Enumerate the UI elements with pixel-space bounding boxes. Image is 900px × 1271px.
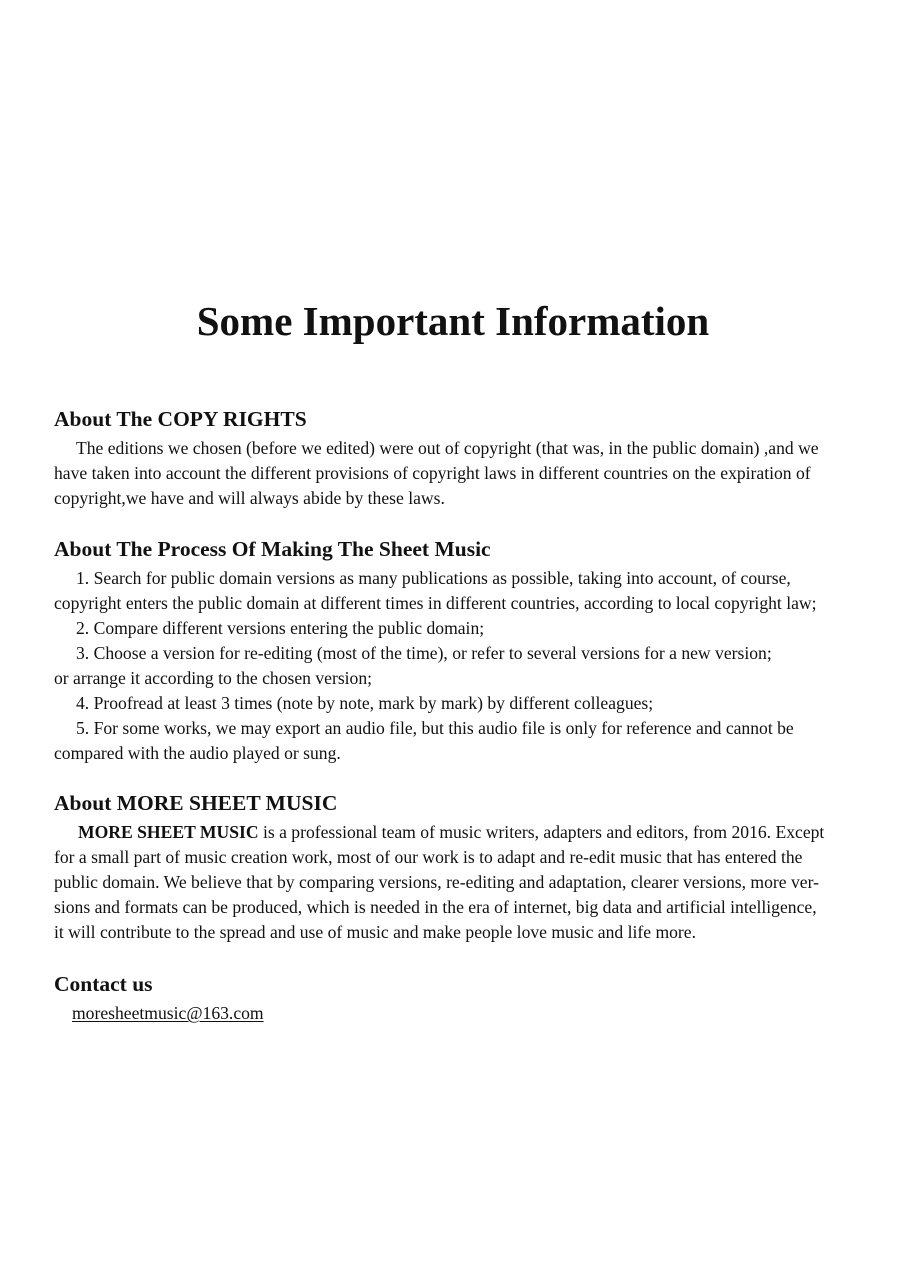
about-msm-line: it will contribute to the spread and use of music and make people love music and life more. bbox=[54, 922, 696, 942]
process-step-4: 4. Proofread at least 3 times (note by note, mark by mark) by different colleagues; bbox=[76, 693, 654, 713]
about-msm-paragraph bbox=[54, 820, 854, 945]
copyright-line: The editions we chosen (before we edited) were out of copyright (that was, in the public domain) ,and we bbox=[76, 438, 819, 458]
process-step-1: 1. Search for public domain versions as many publications as possible, taking into account, of course, bbox=[76, 568, 791, 588]
copyright-heading: About The COPY RIGHTS bbox=[54, 407, 307, 431]
about-msm-first-line bbox=[54, 820, 854, 845]
contact-heading: Contact us bbox=[54, 972, 153, 996]
page-title: Some Important Information bbox=[196, 298, 710, 344]
process-step-3: 3. Choose a version for re-editing (most of the time), or refer to several versions for a new version; bbox=[76, 643, 772, 663]
about-msm-line: sions and formats can be produced, which is needed in the era of internet, big data and artificial intelligence, bbox=[54, 897, 817, 917]
process-step-5-cont: compared with the audio played or sung. bbox=[54, 743, 341, 763]
about-msm-heading: About MORE SHEET MUSIC bbox=[54, 791, 338, 815]
process-step-3-cont: or arrange it according to the chosen version; bbox=[54, 668, 373, 688]
brand-name: MORE SHEET MUSIC bbox=[78, 822, 259, 842]
contact-email-link[interactable]: moresheetmusic@163.com bbox=[72, 1003, 264, 1023]
copyright-line: copyright,we have and will always abide by these laws. bbox=[54, 488, 445, 508]
copyright-line: have taken into account the different provisions of copyright laws in different countries on the expiration of bbox=[54, 463, 811, 483]
about-msm-first-line-text: is a professional team of music writers, adapters and editors, from 2016. Except bbox=[258, 822, 825, 842]
process-step-2: 2. Compare different versions entering the public domain; bbox=[76, 618, 485, 638]
process-step-5: 5. For some works, we may export an audio file, but this audio file is only for reference and cannot be bbox=[76, 718, 794, 738]
process-list bbox=[54, 566, 854, 766]
process-step-1-cont: copyright enters the public domain at different times in different countries, according to local copyright law; bbox=[54, 593, 817, 613]
copyright-paragraph bbox=[54, 436, 854, 511]
process-heading: About The Process Of Making The Sheet Music bbox=[54, 537, 491, 561]
about-msm-line: public domain. We believe that by comparing versions, re-editing and adaptation, clearer versions, more ver- bbox=[54, 872, 819, 892]
about-msm-line: for a small part of music creation work, most of our work is to adapt and re-edit music that has entered the bbox=[54, 847, 803, 867]
